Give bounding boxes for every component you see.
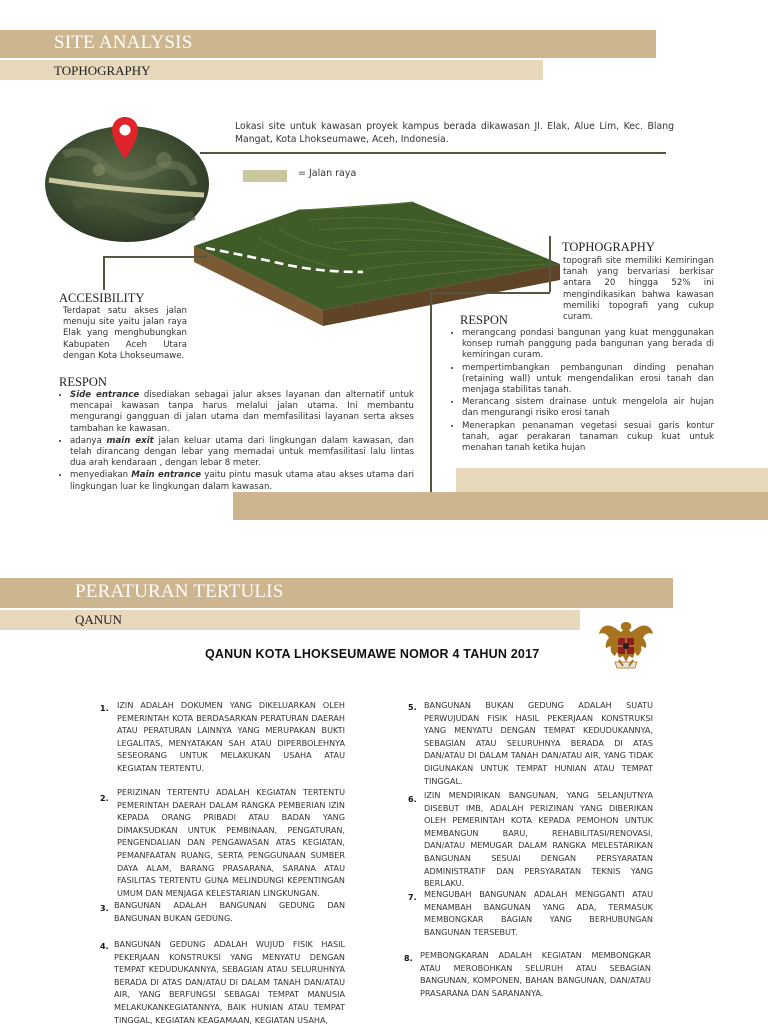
topography-respon-item: • merangcang pondasi bangunan yang kuat menggunakan konsep rumah panggung pada bangunan yang berada di kemiringan curam. — [462, 328, 714, 362]
qanun-item-number: 2. — [100, 794, 109, 803]
qanun-item-number: 6. — [408, 795, 417, 804]
topography-respon-list — [450, 328, 714, 455]
topography-stem — [430, 292, 432, 492]
qanun-item-text: BANGUNAN ADALAH BANGUNAN GEDUNG DAN BANGUNAN BUKAN GEDUNG. — [114, 900, 345, 923]
qanun-item-number: 8. — [404, 954, 413, 963]
qanun-item-text: BANGUNAN BUKAN GEDUNG ADALAH SUATU PERWUJUDAN FISIK HASIL PEKERJAAN KONSTRUKSI YANG MENYATU DENGAN TEMPAT KEDUDUKANNYA, SEBAGIAN ATAU SELURUHNYA BERADA DI ATAS DAN/ATAU DI DALAM TANAH DAN/ATAU AIR, YANG TIDAK DIGUNAKAN UNTUK TEMPAT HUNIAN ATAU TEMPAT TINGGAL. — [424, 700, 653, 786]
qanun-item-text: PEMBONGKARAN ADALAH KEGIATAN MEMBONGKAR ATAU MEROBOHKAN SELURUH ATAU SEBAGIAN BANGUNAN, KOMPONEN, BAHAN BANGUNAN, DAN/ATAU PRASARANA DAN SARANANYA. — [420, 950, 651, 998]
location-underline — [200, 152, 666, 154]
accessibility-pointer-v — [103, 256, 105, 290]
site-title: SITE ANALYSIS — [54, 32, 193, 53]
accessibility-heading: ACCESIBILITY — [59, 291, 145, 305]
qanun-item-text: MENGUBAH BANGUNAN ADALAH MENGGANTI ATAU MENAMBAH BANGUNAN YANG ADA, TERMASUK MEMBONGKAR BAGIAN YANG BERHUBUNGAN BANGUNAN TERSEBUT. — [424, 889, 653, 937]
accessibility-respon-item: • Side entrance disediakan sebagai jalur akses layanan dan alternatif untuk mencapai kawasan tanpa harus melalui jalan utama. Ini membantu mengurangi gangguan di jalan utama dan memfasilitasi layanan serta akses tambahan ke kawasan. — [70, 390, 414, 435]
garuda-emblem-icon — [597, 616, 655, 674]
topography-text: topografi site memiliki Kemiringan tanah yang bervariasi berkisar antara 20 hingga 52% ini mengindikasikan bahwa kawasan memiliki topografi yang cukup curam. — [563, 256, 714, 323]
qanun-item-number: 4. — [100, 942, 109, 951]
legend-label: = Jalan raya — [298, 168, 357, 179]
site-subtitle: TOPHOGRAPHY — [54, 63, 151, 78]
terrain-model — [188, 198, 570, 328]
legend-swatch — [243, 170, 287, 182]
topography-respon-item: • mempertimbangkan pembangunan dinding penahan (retaining wall) untuk mengendalikan erosi tanah dan menjaga stabilitas tanah. — [462, 363, 714, 397]
topography-respon-item: • Menerapkan penanaman vegetasi sesuai garis kontur tanah, agar perakaran tanaman cukup kuat untuk menahan tanah ketika hujan — [462, 421, 714, 455]
topography-respon-heading: RESPON — [460, 313, 508, 327]
accessibility-text: Terdapat satu akses jalan menuju site yaitu jalan raya Elak yang menghubungkan Kabupaten Aceh Utara dengan Kota Lhokseumawe. — [63, 306, 187, 361]
qanun-item-number: 3. — [100, 904, 109, 913]
accessibility-pointer-h — [103, 256, 207, 258]
qanun-item-text: IZIN MENDIRIKAN BANGUNAN, YANG SELANJUTNYA DISEBUT IMB, ADALAH PERIZINAN YANG DIBERIKAN OLEH PEMERINTAH KOTA KEPADA PEMOHON UNTUK MEMBANGUN BARU, REHABILITASI/RENOVASI, DAN/ATAU MEMUGAR DALAM RANGKA MELESTARIKAN BANGUNAN SESUAI DENGAN PERSYARATAN ADMINISTRATIF DAN PERSYARATAN TEKNIS YANG BERLAKU. — [424, 790, 653, 889]
accessibility-respon-heading: RESPON — [59, 375, 107, 389]
topography-respon-item: • Merancang sistem drainase untuk mengelola air hujan dan mengurangi risiko erosi tanah — [462, 397, 714, 419]
qanun-item-text: BANGUNAN GEDUNG ADALAH WUJUD FISIK HASIL PEKERJAAN KONSTRUKSI YANG MENYATU DENGAN TEMPAT KEDUDUKANNYA, SEBAGIAN ATAU SELURUHNYA BERADA DI ATAS DAN/ATAU DI DALAM TANAH DAN/ATAU AIR, YANG BERFUNGSI SEBAGAI TEMPAT MANUSIA MELAKUKANKEGIATANNYA, BAIK HUNIAN ATAU TEMPAT TINGGAL, KEGIATAN KEAGAMAAN, KEGIATAN USAHA, — [114, 939, 345, 1025]
location-description: Lokasi site untuk kawasan proyek kampus berada dikawasan Jl. Elak, Alue Lim, Kec. Blang Mangat, Kota Lhokseumawe, Aceh, Indonesia. — [235, 121, 674, 145]
topography-pointer-v — [549, 236, 551, 292]
qanun-item-number: 5. — [408, 703, 417, 712]
qanun-item-number: 1. — [100, 704, 109, 713]
accessibility-respon-item: • adanya main exit jalan keluar utama dari lingkungan dalam kawasan, dan telah dirancang dengan lebar yang memadai untuk memfasilitasi lalu lintas dua arah kendaraan , dengan lebar 8 meter. — [70, 436, 414, 470]
qanun-item-text: IZIN ADALAH DOKUMEN YANG DIKELUARKAN OLEH PEMERINTAH KOTA BERDASARKAN PERATURAN DAERAH ATAU PERATURAN LAINNYA YANG MERUPAKAN BUKTI LEGALITAS, MENYATAKAN SAH ATAU DIPERBOLEHNYA SESEORANG UNTUK MELAKUKAN USAHA ATAU KEGIATAN TERTENTU. — [117, 700, 345, 773]
site-footer-band — [233, 492, 768, 520]
accessibility-respon-item: • menyediakan Main entrance yaitu pintu masuk utama atau akses utama dari lingkungan luar ke lingkungan dalam kawasan. — [70, 470, 414, 492]
topography-pointer-h — [430, 292, 550, 294]
qanun-heading: QANUN KOTA LHOKSEUMAWE NOMOR 4 TAHUN 2017 — [205, 647, 540, 661]
regulation-title: PERATURAN TERTULIS — [75, 581, 284, 602]
topography-heading: TOPHOGRAPHY — [562, 240, 655, 254]
location-pin-icon — [111, 115, 139, 161]
qanun-item-text: PERIZINAN TERTENTU ADALAH KEGIATAN TERTENTU PEMERINTAH DAERAH DALAM RANGKA PEMBERIAN IZIN KEPADA ORANG PRIBADI ATAU BADAN YANG DIMAKSUDKAN UNTUK PEMBINAAN, PENGATURAN, PENGENDALIAN DAN PENGAWASAN ATAS KEGIATAN, PEMANFAATAN RUANG, SERTA PENGGUNAAN SUMBER DAYA ALAM, BARANG PRASARANA, SARANA ATAU FASILITAS TERTENTU GUNA MELINDUNGI KEPENTINGAN UMUM DAN MENJAGA KELESTARIAN LINGKUNGAN. — [117, 787, 345, 898]
site-footer-band-light — [456, 468, 768, 492]
regulation-subtitle: QANUN — [75, 612, 122, 627]
accessibility-respon-list — [58, 390, 414, 494]
qanun-item-number: 7. — [408, 893, 417, 902]
